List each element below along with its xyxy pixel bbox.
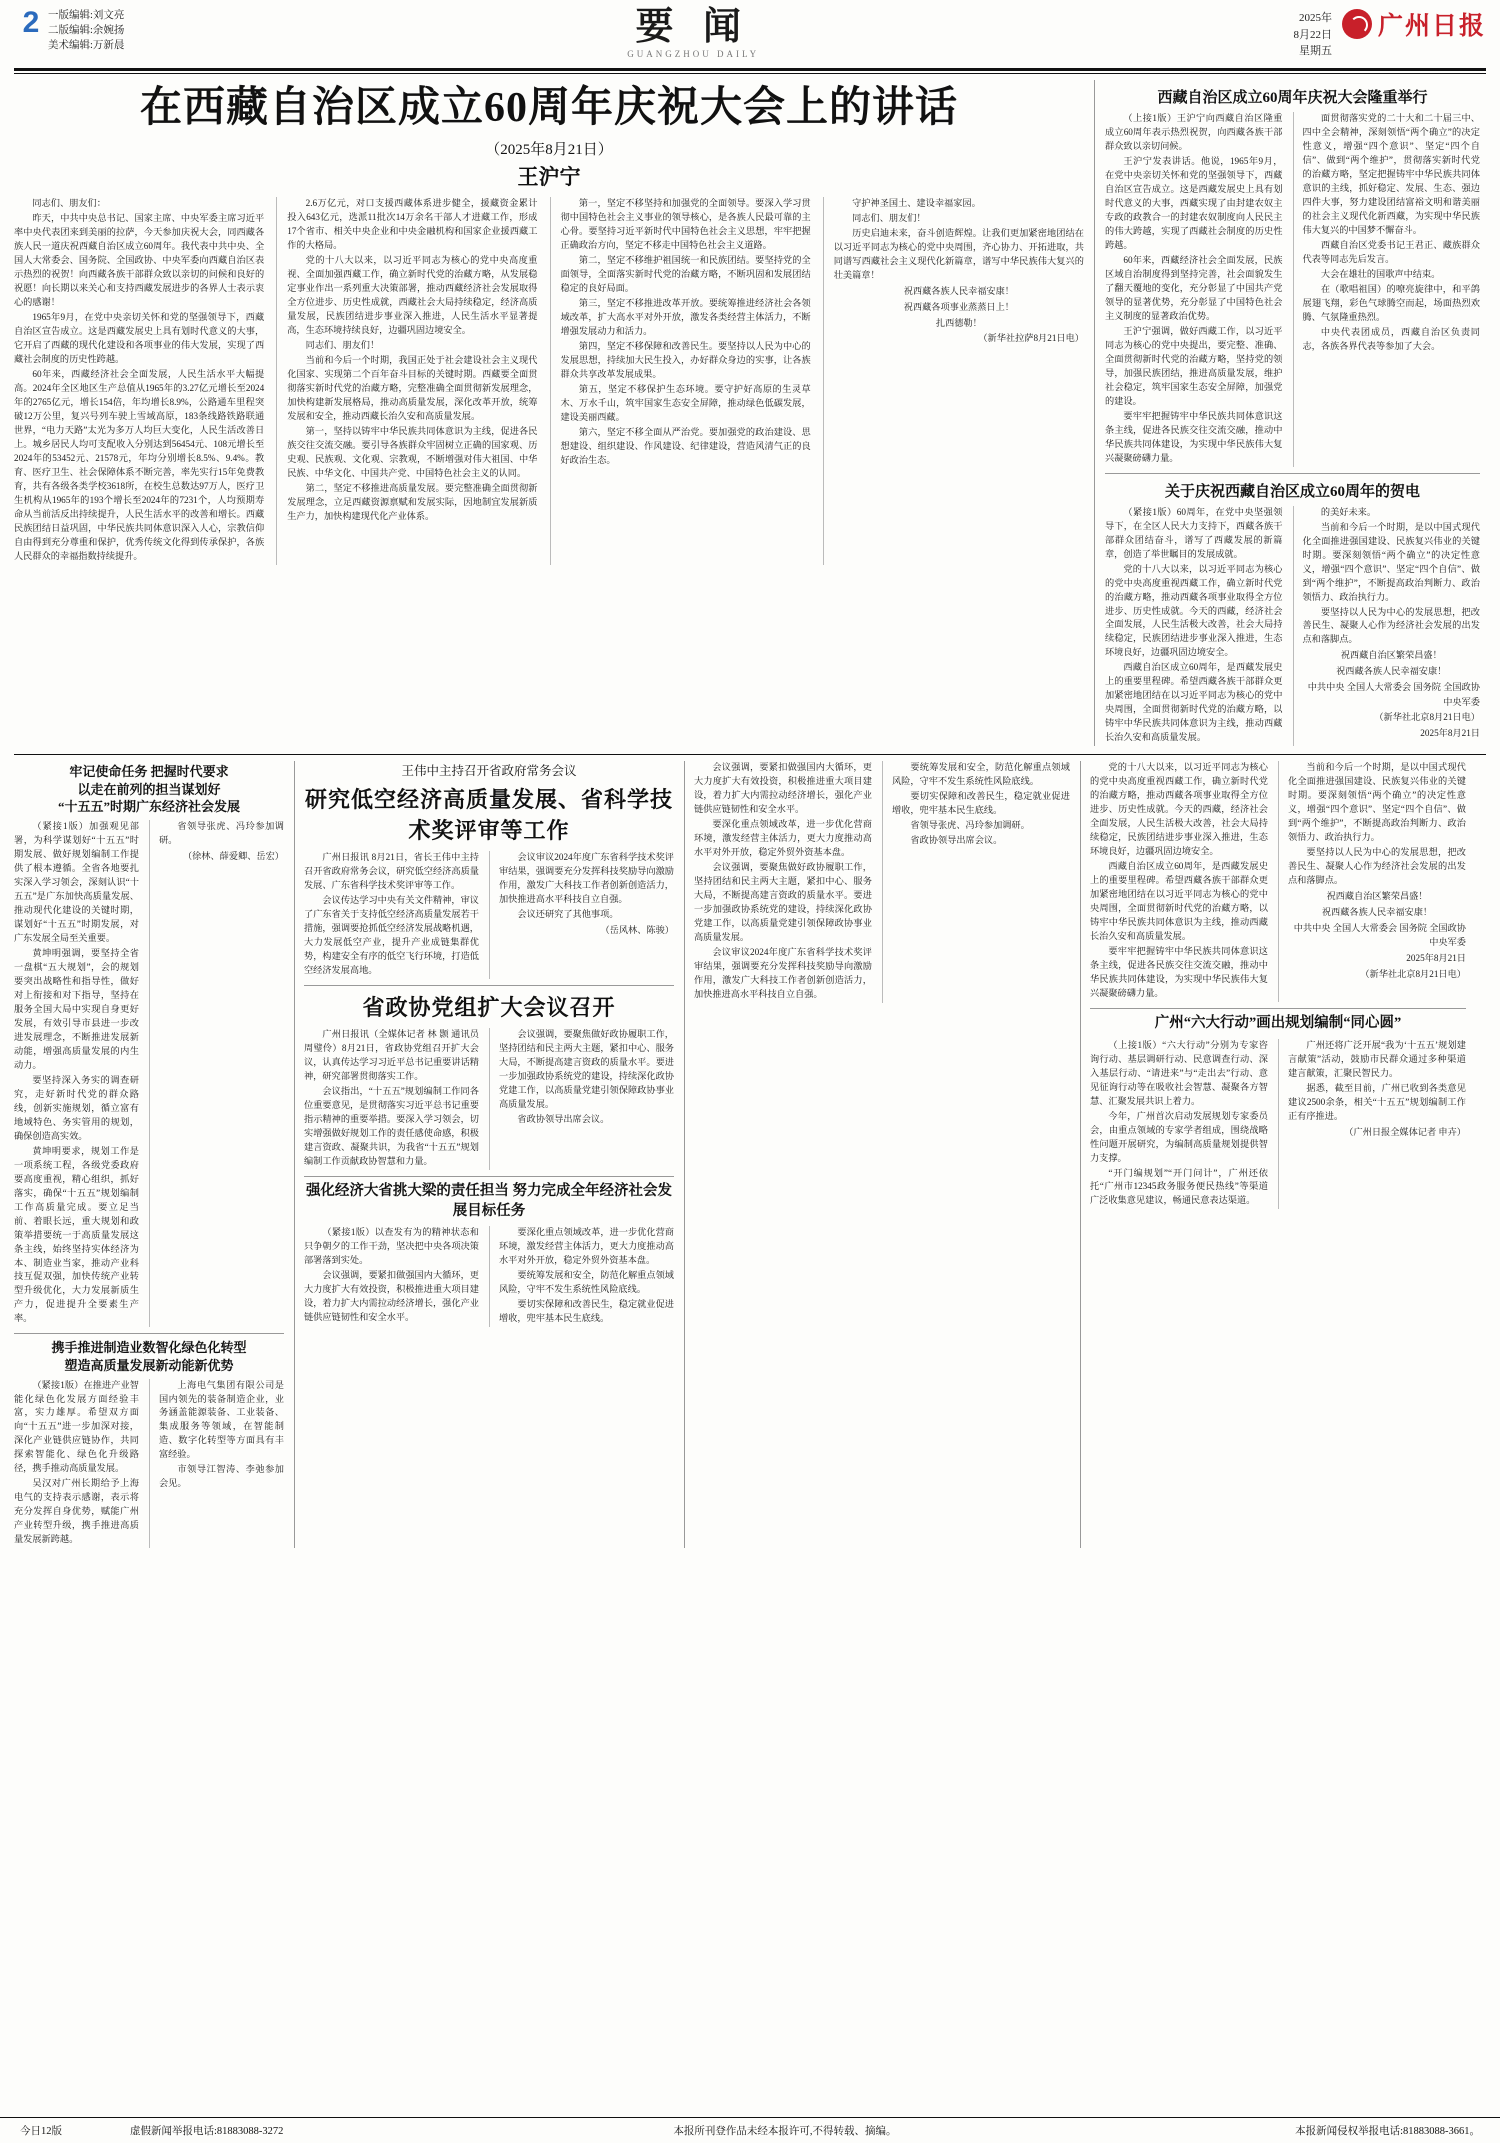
paragraph: 第一，坚定不移坚持和加强党的全面领导。要深入学习贯彻中国特色社会主义事业的领导核心，是各族人民最可靠的主心骨。要坚持习近平新时代中国特色社会主义思想，牢牢把握正确政治方向，坚定不移走中国特色社会主义道路。: [560, 198, 811, 251]
headline-line-2: 以走在前列的担当谋划好: [77, 781, 221, 797]
paragraph: 王沪宁强调，做好西藏工作，以习近平同志为核心的党中央提出，要完整、准确、全面贯彻新时代党的治藏方略，坚持党的领导，加强民族团结，推进高质量发展，维护社会稳定，筑牢国家生态安全屏障，加强党的建设。: [1105, 325, 1283, 406]
paragraph: 省政协领导出席会议。: [910, 835, 1003, 846]
paragraph: 会议指出，“十五五”规划编制工作同各位重要意见，是贯彻落实习近平总书记重要指示精神的重要举措。要深入学习领会，切实增强做好规划工作的责任感使命感，积极建言资政、凝聚共识，为我省“十五五”规划编制工作贡献政协智慧和力量。: [304, 1086, 479, 1167]
meeting-kicker: 王伟中主持召开省政府常务会议: [401, 764, 577, 779]
paragraph: 大会在雄壮的国歌声中结束。: [1320, 268, 1441, 279]
resp-headline: 强化经济大省挑大梁的责任担当 努力完成全年经济社会发展目标任务: [305, 1183, 673, 1219]
paragraph: 同志们、朋友们：: [32, 198, 106, 209]
paragraph: 要统筹发展和安全，防范化解重点领域风险，守牢不发生系统性风险底线。: [499, 1270, 674, 1295]
paragraph: 2.6万亿元，对口支援西藏体系进步健全，援藏资金累计投入643亿元，选派11批次14万余名干部人才进藏工作，形成17个省市、相关中央企业和中央金融机构和国家企业援西藏工作的大格局。: [287, 198, 538, 251]
editor-line-3: 美术编辑:万新晨: [48, 40, 125, 52]
masthead-rule-thick: [14, 68, 1486, 71]
lead-columns: [14, 197, 1084, 565]
paragraph: 第六，坚定不移全面从严治党。要加强党的政治建设、思想建设、组织建设、作风建设、纪律建设，营造风清气正的良好政治生态。: [560, 427, 811, 466]
editor-credits: [48, 6, 124, 54]
paragraph: 同志们、朋友们！: [305, 340, 380, 351]
paragraph: 当前和今后一个时期，我国正处于社会建设社会主义现代化国家、实现第二个百年奋斗目标的关键时期。西藏要全面贯彻落实新时代党的治藏方略，完整准确全面贯彻新发展理念，加快构建新发展格局，推动高质量发展，深化改革开放，统筹发展和安全，推动西藏长治久安和高质量发展。: [287, 355, 538, 422]
bottom-section: [14, 761, 1486, 1548]
date-weekday: 星期五: [1298, 45, 1332, 57]
right-article-2-col-2: [1293, 506, 1481, 747]
paragraph: “开门编规划”“开门问计”，广州还依托“广州市12345政务服务便民热线”等渠道广泛收集意见建议，畅通民意表达渠道。: [1090, 1167, 1268, 1206]
paragraph: 省领导张虎、冯玲参加调研。: [910, 820, 1030, 831]
right-article-1-col-1: [1105, 112, 1283, 467]
paragraph: 会议强调，要聚焦做好政协履职工作，坚持团结和民主两大主题，紧扣中心、服务大局，不断提高建言资政的质量水平。要进一步加强政协系统党的建设，持续深化政协党建工作，以高质量党建引领保障政协事业高质量发展。: [694, 862, 872, 943]
right-divider: [1105, 473, 1480, 474]
masthead-title-block: [124, 6, 1262, 59]
lead-date: （2025年8月21日）: [485, 142, 613, 159]
cppcc-headline: 省政协党组扩大会议召开: [362, 995, 616, 1021]
bottom-column-1: [14, 761, 284, 1548]
article-1-divider: [14, 1333, 284, 1334]
paragraph: 党的十八大以来，以习近平同志为核心的党中央高度重视、全面加强西藏工作，确立新时代党的治藏方略，从发展稳定事业作出一系列重大决策部署，推动西藏经济社会发展取得全方位进步、历史性成就，西藏社会大局持续稳定，经济高质量发展，民族团结进步事业深入推进，人民生活水平显著提高，生态环境持续良好，边疆巩固边境安全。: [287, 255, 538, 336]
paragraph: 王沪宁发表讲话。他说，1965年9月，在党中央亲切关怀和党的坚强领导下，西藏自治区宣告成立。这是西藏发展史上具有划时代意义的大事，西藏实现了由封建农奴主专政的政教合一的封建农奴制度向人民民主的伟大跨越，实现了西藏社会制度的历史性跨越。: [1105, 155, 1283, 250]
paragraph: 会议强调，要聚焦做好政协履职工作，坚持团结和民主两大主题，紧扣中心、服务大局，不断提高建言资政的质量水平。要进一步加强政协系统党的建设，持续深化政协党建工作，以高质量党建引领保障政协事业高质量发展。: [499, 1029, 674, 1110]
news-agency-credit: （新华社拉萨8月21日电）: [978, 333, 1084, 344]
newspaper-logo: [1342, 6, 1486, 42]
paragraph: 省领导张虎、冯玲参加调研。: [159, 820, 284, 845]
paragraph: 要深化重点领域改革，进一步优化营商环境，激发经营主体活力，更大力度推动高水平对外开放，稳定外贸外资基本盘。: [694, 819, 872, 858]
article-2-headline: [14, 1339, 284, 1374]
guangzhou-columns: [1090, 1039, 1466, 1210]
paragraph: 广州日报讯 8月21日，省长王伟中主持召开省政府常务会议，研究低空经济高质量发展、广东省科学技术奖评审等工作。: [304, 852, 479, 891]
bottom-col3-columns: [694, 761, 1070, 1003]
paragraph: 的美好未来。: [1320, 506, 1377, 517]
guangzhou-headline: 广州“六大行动”画出规划编制“同心圆”: [1154, 1015, 1402, 1032]
paragraph: 市领导江智涛、李弛参加会见。: [159, 1464, 284, 1489]
date-year: 2025年: [1298, 12, 1332, 24]
greeting-line-2: 祝西藏各族人民幸福安康！: [1321, 906, 1433, 917]
paragraph: 第二，坚定不移推进高质量发展。要完整准确全面贯彻新发展理念，立足西藏资源禀赋和发展实际，因地制宜发展新质生产力，加快构建现代化产业体系。: [287, 482, 538, 521]
right-article-1-col-2: [1293, 112, 1481, 467]
right-article-1-columns: [1105, 112, 1480, 467]
masthead-rule-thin: [14, 73, 1486, 74]
closing-line-2: 祝西藏各项事业蒸蒸日上！: [903, 301, 1014, 312]
right-article-1-title: 西藏自治区成立60周年庆祝大会隆重举行: [1157, 90, 1428, 106]
article-1-columns: [14, 820, 284, 1327]
paragraph: 中央代表团成员，西藏自治区负责同志，各族各界代表等参加了大会。: [1302, 326, 1480, 351]
bottom-column-4: [1080, 761, 1466, 1548]
news-agency-credit: （新华社北京8月21日电）: [1360, 968, 1466, 979]
guangzhou-col-1: [1090, 1039, 1268, 1210]
paragraph: 60年来，西藏经济社会全面发展，人民生活水平大幅提高。2024年全区地区生产总值从1965年的3.27亿元增长至2024年的2765亿元，增长154倍，年均增长8.9%，公路通车里程突破12万公里，复兴号列车驶上雪域高原，183条线路铁路联通世界，“电力天路”太光为多万人均巨大变化，人民生活改善日上。城乡居民人均可支配收入分别达到56454元、108元增长至2024年的53452元、21578元，年均分别增长8.5%、9.4%。教育、医疗卫生、社会保障体系不断完善，率先实行15年免费教育，共有各级各类学校3618所，在校生总数达97万人，医疗卫生机构从1965年的193个增长至2024年的7231个，人均预期寿命从当前活反出持续提升，人民生活水平的改善和增长。西藏民族团结日益巩固，中华民族共同体意识深入人心，宗教信仰自由得到充分尊重和保护，优秀传统文化得到传承保护，各族人民群众的幸福指数持续提升。: [14, 369, 265, 561]
paragraph: （紧接1版）60周年，在党中央坚强领导下，在全区人民大力支持下，西藏各族干部群众团结奋斗，谱写了西藏发展的新篇章，创造了举世瞩目的发展成就。: [1105, 506, 1283, 559]
meeting-col-2: [489, 851, 674, 979]
paragraph: 要坚持深入务实的调查研究，走好新时代党的群众路线，创新实施规划，循立富有地域特色、务实管用的规划，确保创造高实效。: [14, 1074, 139, 1141]
paragraph: 要切实保障和改善民生，稳定就业促进增收，兜牢基本民生底线。: [499, 1299, 674, 1324]
lead-column-3: [550, 197, 811, 565]
paragraph: （紧接1版）以查发有为的精神状态和只争朝夕的工作干劲，坚决把中央各项决策部署落到实处。: [304, 1227, 479, 1266]
paragraph: 60年来，西藏经济社会全面发展，民族区域自治制度得到坚持完善，社会面貌发生了翻天覆地的变化，充分彰显了中国共产党领导的显著优势，充分彰显了中国特色社会主义制度的显著政治优势。: [1105, 254, 1283, 321]
headline-line-1: 牢记使命任务 把握时代要求: [69, 764, 229, 780]
guangzhou-col-2: [1278, 1039, 1466, 1210]
right-article-2-col-1: [1105, 506, 1283, 747]
article-1-col-1: [14, 820, 139, 1327]
masthead: [14, 0, 1486, 66]
paragraph: 面贯彻落实党的二十大和二十届三中、四中全会精神，深刻领悟“两个确立”的决定性意义，增强“四个意识”、坚定“四个自信”、做到“两个维护”，贯彻落实新时代党的治藏方略，坚定把握铸牢中华民族共同体意识的主线，抓好稳定、发展、生态、强边四件大事，努力建设团结富裕文明和谐美丽的社会主义现代化新西藏，为实现中华民族伟大复兴的中国梦不懈奋斗。: [1302, 113, 1480, 235]
lead-column-1: [14, 197, 264, 565]
lead-headline: 在西藏自治区成立60周年庆祝大会上的讲话: [139, 85, 958, 131]
closing-line-3: 扎西德勒！: [935, 317, 982, 328]
lead-article: [14, 80, 1084, 746]
paragraph: 当前和今后一个时期，是以中国式现代化全面推进强国建设、民族复兴伟业的关键时期。要深刻领悟“两个确立”的决定性意义，增强“四个意识”、坚定“四个自信”、做到“两个维护”，不断提高政治判断力、政治领悟力、政治执行力。: [1288, 762, 1466, 843]
paragraph: 昨天，中共中央总书记、国家主席、中央军委主席习近平率中央代表团来到美丽的拉萨，今天参加庆祝大会，同西藏各族人民一道庆祝西藏自治区成立60周年。我代表中共中央、全国人大常委会、国务院、全国政协、中央军委向西藏自治区表示热烈的祝贺！向西藏各族干部群众致以亲切的问候和良好的祝愿！向长期以来关心和支持西藏发展进步的各界人士表示衷心的感谢！: [14, 213, 265, 308]
article-2-col-2: [149, 1379, 284, 1549]
paragraph: 吴汉对广州长期给予上海电气的支持表示感谢，表示将充分发挥自身优势，赋能广州产业转型升级，携手推进高质量发展新跨越。: [14, 1478, 139, 1545]
lead-byline: 王沪宁: [517, 165, 581, 190]
paragraph: 今年，广州首次启动发展规划专家委员会，由重点领域的专家学者组成，围绕战略性问题开展研究，为编制高质量规划提供智力支撑。: [1090, 1110, 1268, 1163]
paragraph: 据悉，截至目前，广州已收到各类意见建议2500余条，相关“十五五”规划编制工作正有序推进。: [1288, 1082, 1466, 1121]
news-agency-credit: （新华社北京8月21日电）: [1374, 712, 1480, 723]
paragraph: 党的十八大以来，以习近平同志为核心的党中央高度重视西藏工作，确立新时代党的治藏方略，推动西藏各项事业取得全方位进步、历史性成就。今天的西藏，经济社会全面发展，人民生活极大改善，社会大局持续稳定，民族团结进步事业深入推进，生态环境良好，边疆巩固边境安全。: [1090, 762, 1268, 857]
date-day: 8月22日: [1293, 28, 1332, 41]
section-subtitle: GUANGZHOU DAILY: [627, 49, 760, 59]
byline-credit: （徐林、薛爱卿、岳宏）: [182, 850, 284, 861]
lead-column-2: [276, 197, 537, 565]
paragraph: 上海电气集团有限公司是国内领先的装备制造企业，业务涵盖能源装备、工业装备、集成服务等领域，在智能制造、数字化转型等方面具有丰富经验。: [159, 1379, 284, 1460]
paragraph: 第三，坚定不移推进改革开放。要统筹推进经济社会各领域改革，扩大高水平对外开放，激发各类经营主体活力，不断增强发展动力和活力。: [560, 298, 811, 337]
paragraph: （上接1版）王沪宁向西藏自治区隆重成立60周年表示热烈祝贺，向西藏各族干部群众致以亲切问候。: [1105, 113, 1283, 151]
bottom-col3-col-2: [882, 761, 1070, 1003]
paragraph: 要坚持以人民为中心的发展思想，把改善民生、凝聚人心作为经济社会发展的出发点和落脚点。: [1288, 847, 1466, 886]
paragraph: 广州还将广泛开展“我为‘十五五’规划建言献策”活动，鼓励市民群众通过多种渠道建言献策，汇聚民智民力。: [1288, 1039, 1466, 1078]
bottom-col3-col-1: [694, 761, 872, 1003]
paragraph: 守护神圣国土、建设幸福家园。: [852, 198, 981, 209]
meeting-divider: [304, 985, 674, 986]
article-1-headline: [14, 763, 284, 816]
headline-line-2: 塑造高质量发展新动能新优势: [64, 1357, 234, 1373]
page-number: 2: [22, 6, 40, 39]
publication-date: [1262, 6, 1332, 60]
paragraph: 西藏自治区成立60周年，是西藏发展史上的重要里程碑。希望西藏各族干部群众更加紧密地团结在以习近平同志为核心的党中央周围，全面贯彻新时代党的治藏方略，以铸牢中华民族共同体意识为主线，推动西藏长治久安和高质量发展。: [1105, 662, 1283, 743]
bottom-column-2: [294, 761, 674, 1548]
headline-line-3: “十五五”时期广东经济社会发展: [57, 799, 240, 815]
paragraph: 党的十八大以来，以习近平同志为核心的党中央高度重视西藏工作，确立新时代党的治藏方略，推动西藏各项事业取得全方位进步、历史性成就。今天的西藏，经济社会全面发展，人民生活极大改善，社会大局持续稳定，民族团结进步事业深入推进，生态环境良好，边疆巩固边境安全。: [1105, 563, 1283, 658]
article-2-columns: [14, 1379, 284, 1549]
paragraph: （紧接1版）在推进产业智能化绿色化发展方面经验丰富，实力雄厚。希望双方面向“十五五”进一步加深对接，深化产业链供应链协作，共同探索智能化、绿色化升级路径，携手推动高质量发展。: [14, 1379, 139, 1474]
paragraph: 要牢牢把握铸牢中华民族共同体意识这条主线，促进各民族交往交流交融，推动中华民族共同体建设，为实现中华民族伟大复兴凝聚磅礴力量。: [1090, 946, 1268, 999]
top-section: [14, 80, 1486, 746]
paragraph: 历史启迪未来，奋斗创造辉煌。让我们更加紧密地团结在以习近平同志为核心的党中央周围，齐心协力、开拓进取，共同谱写西藏社会主义现代化新篇章，谱写中华民族伟大复兴的壮美篇章！: [833, 228, 1084, 281]
cppcc-columns: [304, 1028, 674, 1170]
paragraph: 西藏自治区成立60周年，是西藏发展史上的重要里程碑。希望西藏各族干部群众更加紧密地团结在以习近平同志为核心的党中央周围，全面贯彻新时代党的治藏方略，以铸牢中华民族共同体意识为主线，推动西藏长治久安和高质量发展。: [1090, 861, 1268, 942]
page-count: 今日12版: [20, 2126, 62, 2137]
article-2-col-1: [14, 1379, 139, 1549]
paragraph: 会议强调，要紧扣做强国内大循环，更大力度扩大有效投资，积极推进重大项目建设，着力扩大内需拉动经济增长，强化产业链供应链韧性和安全水平。: [694, 762, 872, 815]
byline-credit: （岳风林、陈骏）: [600, 925, 674, 936]
paragraph: 西藏自治区党委书记王君正、藏族群众代表等同志先后发言。: [1302, 239, 1480, 264]
meeting-columns: [304, 851, 674, 979]
signatories: 中共中央 全国人大常委会 国务院 全国政协 中央军委: [1293, 922, 1466, 948]
paragraph: 会议传达学习中央有关文件精神，审议了广东省关于支持低空经济高质量发展若干措施，强调要抢抓低空经济发展战略机遇，大力发展低空产业，提升产业成链集群优势，构建安全有序的低空飞行环境，打造低空经济发展高地。: [304, 895, 479, 976]
bottom-col4-top-columns: [1090, 761, 1466, 1002]
signature-date: 2025年8月21日: [1406, 953, 1466, 964]
paragraph: 同志们、朋友们！: [852, 213, 926, 224]
cppcc-col-1: [304, 1028, 479, 1170]
editor-line-1: 一版编辑:刘文亮: [48, 10, 125, 21]
signature-date: 2025年8月21日: [1420, 728, 1480, 739]
right-article-2-title: 关于庆祝西藏自治区成立60周年的贺电: [1164, 483, 1420, 500]
copyright-notice: 本报所刊登作品未经本报许可,不得转载、摘编。: [673, 2126, 897, 2137]
paragraph: 会议审议2024年度广东省科学技术奖评审结果，强调要充分发挥科技奖励导向激励作用，激发广大科技工作者创新创造活力，加快推进高水平科技自立自强。: [499, 852, 674, 905]
paragraph: 第五，坚定不移保护生态环境。要守护好高原的生灵草木、万水千山，筑牢国家生态安全屏障，推动绿色低碳发展，建设美丽西藏。: [560, 384, 811, 423]
resp-divider: [304, 1176, 674, 1177]
greeting-line-2: 祝西藏各族人民幸福安康！: [1336, 666, 1447, 677]
paragraph: 第一，坚持以铸牢中华民族共同体意识为主线，促进各民族交往交流交融。要引导各族群众牢固树立正确的国家观、历史观、民族观、文化观、宗教观，不断增强对伟大祖国、中华民族、中华文化、中国共产党、中国特色社会主义的认同。: [287, 426, 538, 478]
paragraph: 1965年9月，在党中央亲切关怀和党的坚强领导下，西藏自治区宣告成立。这是西藏发展史上具有划时代意义的大事，它开启了西藏的现代化建设和各项事业的伟大发展，实现了西藏社会制度的历史性跨越。: [14, 312, 265, 365]
cppcc-col-2: [489, 1028, 674, 1170]
byline-credit: （广州日报全媒体记者 申卉）: [1344, 1126, 1466, 1137]
paragraph: 省政协领导出席会议。: [517, 1114, 610, 1125]
paragraph: 广州日报讯（全媒体记者 林 颢 通讯员 周璧伶）8月21日，省政协党组召开扩大会议，认真传达学习习近平总书记重要讲话精神，研究部署贯彻落实工作。: [304, 1029, 479, 1082]
greeting-line-1: 祝西藏自治区繁荣昌盛！: [1326, 891, 1428, 902]
infringement-hotline: 本报新闻侵权举报电话:81883088-3661。: [1295, 2126, 1480, 2137]
editor-line-2: 二版编辑:余婉扬: [48, 25, 125, 37]
right-article-2-columns: [1105, 506, 1480, 747]
resp-col-2: [489, 1226, 674, 1327]
signatories: 中共中央 全国人大常委会 国务院 全国政协 中央军委: [1307, 681, 1480, 707]
lead-column-4: [823, 197, 1084, 565]
bottom-col4-col-1: [1090, 761, 1268, 1002]
paragraph: 第二，坚定不移维护祖国统一和民族团结。要坚持党的全面领导，全面落实新时代党的治藏方略，不断巩固和发展团结稳定的良好局面。: [560, 255, 811, 294]
paragraph: 会议审议2024年度广东省科学技术奖评审结果，强调要充分发挥科技奖励导向激励作用，激发广大科技工作者创新创造活力，加快推进高水平科技自立自强。: [694, 947, 872, 1000]
paragraph: 第四，坚定不移保障和改善民生。要坚持以人民为中心的发展思想，持续加大民生投入，办好群众身边的实事，让各族群众共享改革发展成果。: [560, 341, 811, 380]
section-title: 要 闻: [635, 6, 751, 48]
greeting-line-1: 祝西藏自治区繁荣昌盛！: [1340, 650, 1442, 661]
paragraph: 要深化重点领域改革，进一步优化营商环境，激发经营主体活力，更大力度推动高水平对外开放，稳定外贸外资基本盘。: [499, 1227, 674, 1266]
article-1-col-2: [149, 820, 284, 1327]
logo-text: 广州日报: [1377, 13, 1486, 40]
meeting-headline: 研究低空经济高质量发展、省科学技术奖评审等工作: [304, 787, 673, 844]
resp-col-1: [304, 1226, 479, 1327]
paragraph: （紧接1版）加强观见部署，为科学谋划好“十五五”时期发展、做好规划编制工作提供了根本遵循。全省各地要扎实深入学习领会，深刻认识“十五五”是广东加快高质量发展、推动现代化建设的关键时期，谋划好“十五五”时期发展，对广东发展全局至关重要。: [14, 820, 139, 943]
paragraph: 会议强调，要紧扣做强国内大循环，更大力度扩大有效投资，积极推进重大项目建设，着力扩大内需拉动经济增长，强化产业链供应链韧性和安全水平。: [304, 1270, 479, 1323]
headline-line-1: 携手推进制造业数智化绿色化转型: [51, 1340, 247, 1356]
paragraph: 黄坤明强调，要坚持全省一盘棋“五大规划”，会的规划要突出战略性和指导性，做好对上衔接和对下指导，坚持在服务全国大局中实现自身更好发展，有效引导市县进一步改进发展理念，不断推进发展新动能，增强高质量发展的内生动力。: [14, 947, 139, 1070]
main-divider: [14, 754, 1486, 755]
paragraph: 会议还研究了其他事项。: [517, 909, 619, 920]
fake-news-hotline: 虚假新闻举报电话:81883088-3272: [130, 2126, 284, 2137]
resp-columns: [304, 1226, 674, 1327]
paragraph: （上接1版）“六大行动”分别为专家咨询行动、基层调研行动、民意调查行动、深入基层行动、“请进来”与“走出去”行动、意见征询行动等在吸收社会智慧、凝聚各方智慧、汇聚发展共识上着力。: [1090, 1039, 1268, 1106]
paragraph: 当前和今后一个时期，是以中国式现代化全面推进强国建设、民族复兴伟业的关键时期。要深刻领悟“两个确立”的决定性意义，增强“四个意识”、坚定“四个自信”、做到“两个维护”，不断提高政治判断力、政治领悟力、政治执行力。: [1302, 521, 1480, 602]
right-column: [1094, 80, 1480, 746]
paragraph: 要统筹发展和安全，防范化解重点领域风险，守牢不发生系统性风险底线。: [892, 762, 1070, 787]
paragraph: 在（歌唱祖国）的嘹亮旋律中，和平鸽展翅飞翔，彩色气球腾空而起，场面热烈欢腾、气氛隆重热烈。: [1302, 283, 1480, 322]
paragraph: 要牢牢把握铸牢中华民族共同体意识这条主线，促进各民族交往交流交融，推动中华民族共同体建设，为实现中华民族伟大复兴凝聚磅礴力量。: [1105, 410, 1283, 463]
guangzhou-divider: [1090, 1008, 1466, 1009]
paragraph: 要坚持以人民为中心的发展思想，把改善民生、凝聚人心作为经济社会发展的出发点和落脚点。: [1302, 606, 1480, 645]
closing-line-1: 祝西藏各族人民幸福安康！: [903, 286, 1014, 297]
logo-mark-icon: [1342, 9, 1372, 39]
paragraph: 要切实保障和改善民生，稳定就业促进增收，兜牢基本民生底线。: [892, 791, 1070, 816]
paragraph: 黄坤明要求，规划工作是一项系统工程，各级党委政府要高度重视，精心组织，抓好落实，确保“十五五”规划编制工作高质量完成。要立足当前、着眼长远，重大规划和政策举措要统一于高质量发展这条主线，始终坚持实体经济为本、制造业当家，推动产业科技互促双强，加快传统产业转型升级优化，大力发展新质生产力，促进提升全要素生产率。: [14, 1145, 139, 1324]
bottom-column-3: [684, 761, 1070, 1548]
meeting-col-1: [304, 851, 479, 979]
page-footer: [0, 2117, 1500, 2143]
bottom-col4-col-2: [1278, 761, 1466, 1002]
